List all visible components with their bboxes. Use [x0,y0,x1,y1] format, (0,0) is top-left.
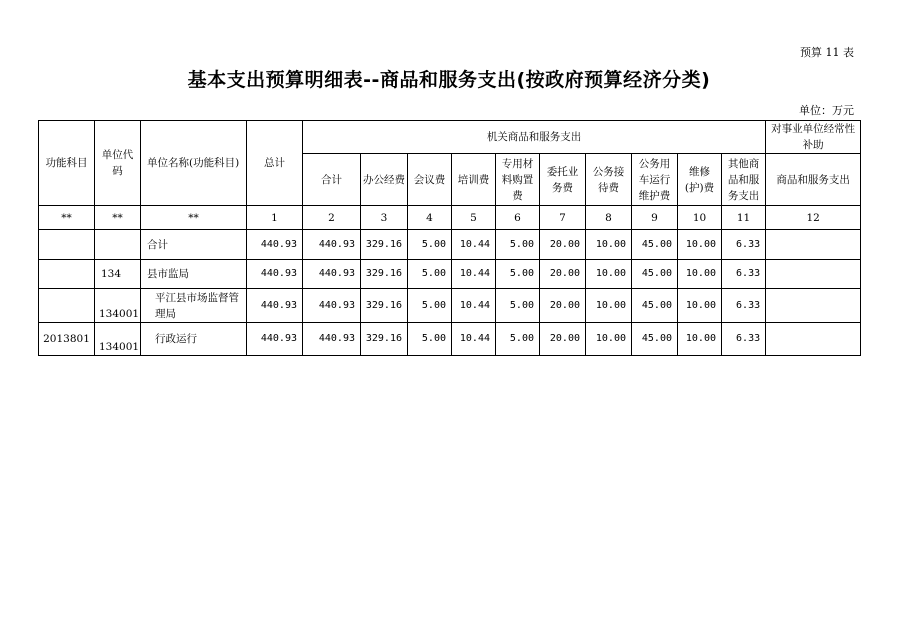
index-cell: 4 [408,206,452,230]
value-cell: 10.44 [452,260,496,289]
value-cell: 5.00 [408,289,452,323]
value-cell: 20.00 [540,230,586,260]
header-col-other: 其他商品和服务支出 [722,154,766,206]
value-cell [766,289,861,323]
value-cell: 5.00 [496,260,540,289]
index-cell: 12 [766,206,861,230]
value-cell: 440.93 [303,323,361,356]
value-cell: 5.00 [408,260,452,289]
value-cell: 329.16 [361,230,408,260]
table-number-label: 预算 11 表 [800,46,854,59]
func-subject-cell [39,289,95,323]
value-cell [766,323,861,356]
value-cell: 6.33 [722,289,766,323]
value-cell: 10.00 [586,230,632,260]
value-cell: 45.00 [632,323,678,356]
header-row-1 [39,121,861,154]
value-cell: 440.93 [303,230,361,260]
header-total: 总计 [247,121,303,206]
func-subject-cell [39,260,95,289]
header-col-repair: 维修(护)费 [678,154,722,206]
header-col-materials: 专用材料购置费 [496,154,540,206]
value-cell: 10.00 [678,289,722,323]
header-col-training: 培训费 [452,154,496,206]
header-unit-name: 单位名称(功能科目) [141,121,247,206]
value-cell: 10.00 [678,230,722,260]
header-unit-code: 单位代码 [95,121,141,206]
index-cell: 6 [496,206,540,230]
header-col-reception: 公务接待费 [586,154,632,206]
value-cell: 5.00 [496,323,540,356]
func-subject-cell: 2013801 [39,323,95,356]
value-cell: 10.00 [678,260,722,289]
header-col-subtotal: 合计 [303,154,361,206]
unit-code-cell [95,230,141,260]
value-cell: 10.44 [452,289,496,323]
table-row [39,230,861,260]
index-cell: 8 [586,206,632,230]
value-cell: 329.16 [361,289,408,323]
value-cell [766,230,861,260]
value-cell: 20.00 [540,323,586,356]
header-col-commission: 委托业务费 [540,154,586,206]
value-cell: 45.00 [632,230,678,260]
index-row [39,206,861,230]
header-func-subject: 功能科目 [39,121,95,206]
func-subject-cell [39,230,95,260]
header-org-group: 机关商品和服务支出 [303,121,766,154]
value-cell: 10.44 [452,230,496,260]
value-cell: 6.33 [722,260,766,289]
header-col-office: 办公经费 [361,154,408,206]
value-cell: 6.33 [722,323,766,356]
header-col-vehicle: 公务用车运行维护费 [632,154,678,206]
unit-name-cell: 合计 [141,230,247,260]
value-cell: 440.93 [247,230,303,260]
unit-name-cell: 平江县市场监督管理局 [141,289,247,323]
index-cell: 3 [361,206,408,230]
value-cell: 10.44 [452,323,496,356]
value-cell [766,260,861,289]
value-cell: 440.93 [247,323,303,356]
unit-label: 单位：万元 [799,104,854,117]
unit-code-cell: 134001 [95,289,141,323]
unit-code-cell: 134001 [95,323,141,356]
table-row [39,323,861,356]
value-cell: 440.93 [247,260,303,289]
value-cell: 440.93 [303,289,361,323]
index-cell: 7 [540,206,586,230]
budget-table [38,120,861,356]
value-cell: 329.16 [361,260,408,289]
index-cell: 11 [722,206,766,230]
value-cell: 5.00 [408,323,452,356]
unit-code-cell: 134 [95,260,141,289]
value-cell: 10.00 [586,260,632,289]
value-cell: 5.00 [408,230,452,260]
table-row [39,260,861,289]
table-row [39,289,861,323]
value-cell: 5.00 [496,230,540,260]
unit-name-cell: 行政运行 [141,323,247,356]
value-cell: 329.16 [361,323,408,356]
value-cell: 45.00 [632,260,678,289]
value-cell: 10.00 [678,323,722,356]
value-cell: 45.00 [632,289,678,323]
value-cell: 20.00 [540,289,586,323]
header-col-goods-services: 商品和服务支出 [766,154,861,206]
index-cell: ** [95,206,141,230]
index-cell: 5 [452,206,496,230]
value-cell: 5.00 [496,289,540,323]
unit-name-cell: 县市监局 [141,260,247,289]
value-cell: 440.93 [247,289,303,323]
index-cell: ** [39,206,95,230]
value-cell: 10.00 [586,323,632,356]
index-cell: ** [141,206,247,230]
index-cell: 9 [632,206,678,230]
value-cell: 440.93 [303,260,361,289]
index-cell: 1 [247,206,303,230]
value-cell: 10.00 [586,289,632,323]
index-cell: 2 [303,206,361,230]
value-cell: 6.33 [722,230,766,260]
header-col-meeting: 会议费 [408,154,452,206]
value-cell: 20.00 [540,260,586,289]
header-subsidy-group: 对事业单位经常性补助 [766,121,861,154]
index-cell: 10 [678,206,722,230]
page-title: 基本支出预算明细表--商品和服务支出(按政府预算经济分类) [187,69,711,91]
